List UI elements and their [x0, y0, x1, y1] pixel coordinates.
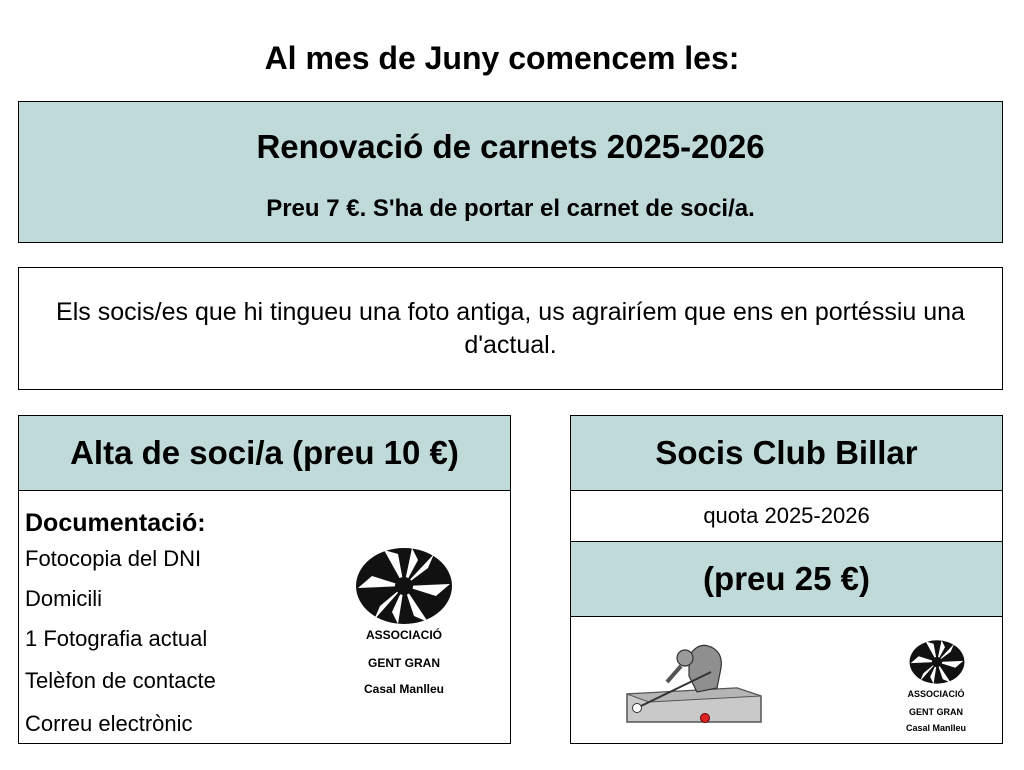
doc-item: Telèfon de contacte	[25, 668, 216, 693]
logo-text-line1: ASSOCIACIÓ	[907, 689, 965, 699]
billiard-price: (preu 25 €)	[571, 542, 1002, 617]
doc-item: Domicili	[25, 586, 102, 611]
new-member-heading: Alta de soci/a (preu 10 €)	[19, 416, 510, 491]
doc-item: 1 Fotografia actual	[25, 626, 208, 651]
association-logo-icon	[906, 638, 968, 686]
logo-text-line2: GENT GRAN	[909, 707, 963, 717]
logo-text-line3: Casal Manlleu	[905, 723, 967, 733]
renewal-box	[18, 101, 1003, 243]
renewal-price-note: Preu 7 €. S'ha de portar el carnet de soci/a.	[266, 195, 755, 222]
photo-notice-text: Els socis/es que hi tingueu una foto antiga, us agrairíem que ens en portéssiu una d'actual.	[56, 297, 965, 359]
logo-text-line3: Casal Manlleu	[363, 682, 445, 696]
renewal-heading: Renovació de carnets 2025-2026	[256, 128, 765, 165]
logo-text-line1: ASSOCIACIÓ	[365, 628, 442, 642]
documentation-title: Documentació:	[25, 509, 206, 537]
photo-notice-box	[18, 267, 1003, 390]
new-member-panel	[18, 415, 511, 744]
doc-item: Fotocopia del DNI	[25, 546, 202, 571]
billiard-club-panel	[570, 415, 1003, 744]
billiard-quota: quota 2025-2026	[571, 491, 1002, 542]
page-title: Al mes de Juny comencem les:	[264, 40, 740, 76]
doc-item: Correu electrònic	[25, 711, 193, 736]
logo-text-line2: GENT GRAN	[368, 656, 440, 670]
association-logo-icon	[354, 544, 454, 628]
billiard-player-illustration	[619, 636, 769, 726]
billiard-heading: Socis Club Billar	[571, 416, 1002, 491]
